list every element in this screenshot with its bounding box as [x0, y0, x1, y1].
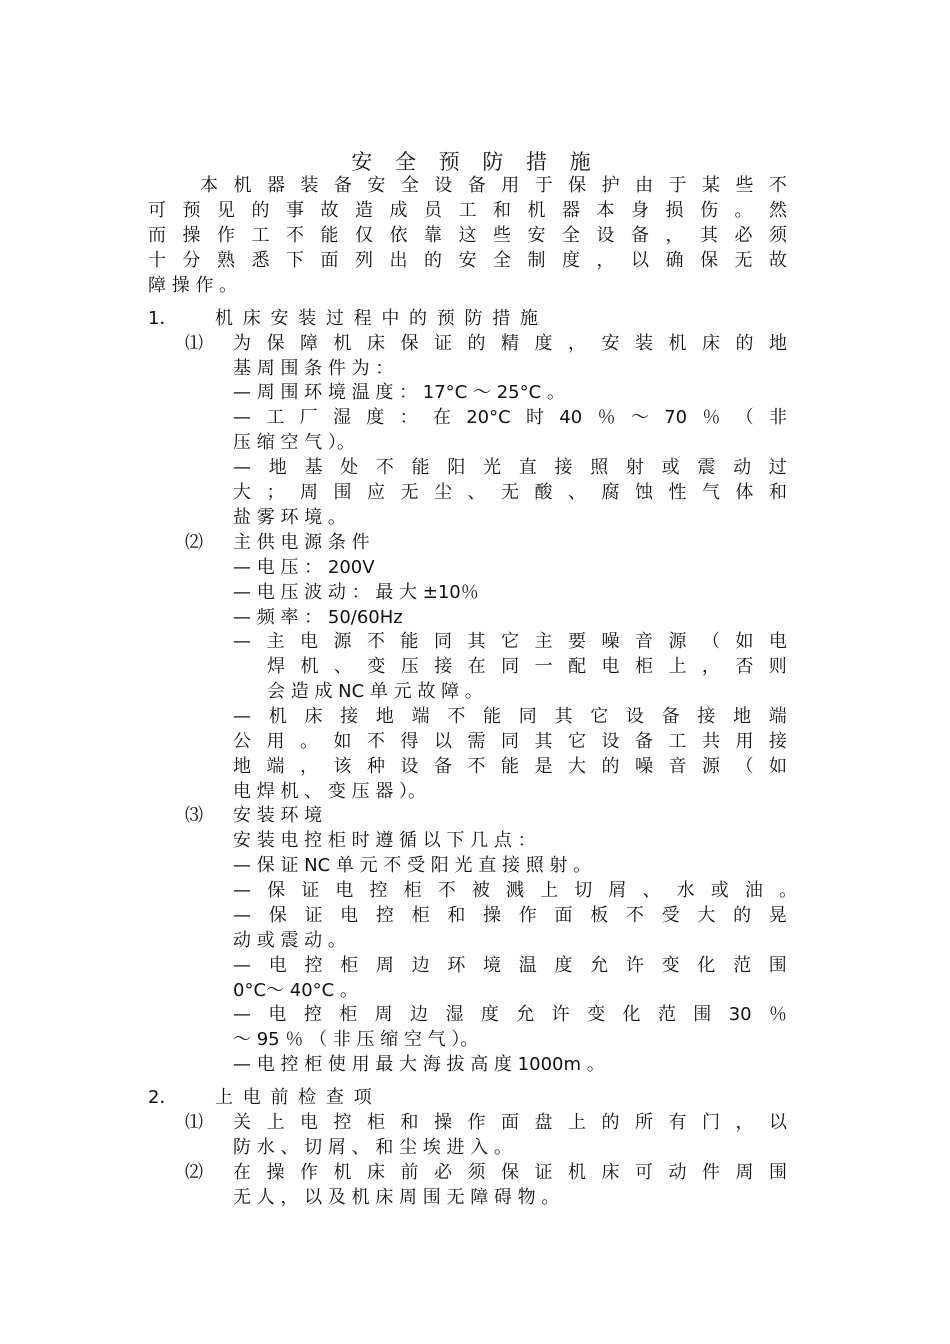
s1-item3-bullet-3-line-1: — 保 证 电 控 柜 和 操 作 面 板 不 受 大 的 晃 — [233, 905, 787, 926]
s1-item3-bullet-2: — 保 证 电 控 柜 不 被 溅 上 切 屑 、 水 或 油 。 — [233, 880, 797, 901]
s1-item1-line-1: 为 保 障 机 床 保 证 的 精 度 ， 安 装 机 床 的 地 — [233, 333, 787, 354]
intro-line-4: 十 分 熟 悉 下 面 列 出 的 安 全 制 度 ， 以 确 保 无 故 — [148, 250, 787, 271]
s2-item2-line-2: 无 人 ， 以 及 机 床 周 围 无 障 碍 物 。 — [233, 1187, 560, 1208]
s2-item2-line-1: 在 操 作 机 床 前 必 须 保 证 机 床 可 动 件 周 围 — [233, 1162, 787, 1183]
s1-item3-bullet-4-line-2: 0°C～ 40°C 。 — [233, 980, 358, 1001]
s1-item3-intro: 安 装 电 控 柜 时 遵 循 以 下 几 点 ： — [233, 830, 536, 851]
page-title: 安 全 预 防 措 施 — [351, 150, 599, 174]
s1-item1-line-2: 基 周 围 条 件 为 ： — [233, 358, 394, 379]
intro-line-3: 而 操 作 工 不 能 仅 依 靠 这 些 安 全 设 备 ， 其 必 须 — [148, 225, 787, 246]
s1-item3-bullet-5-line-2: ～ 95 ％ （ 非 压 缩 空 气 ）。 — [233, 1029, 479, 1050]
s2-item1-line-2: 防 水 、 切 屑 、 和 尘 埃 进 入 。 — [233, 1137, 512, 1158]
s1-item2-bullet-5-line-1: — 机 床 接 地 端 不 能 同 其 它 设 备 接 地 端 — [233, 706, 787, 727]
section2-heading: 上 电 前 检 查 项 — [215, 1087, 374, 1108]
s1-item2-bullet-4-line-2: 焊 机 、 变 压 接 在 同 一 配 电 柜 上 ， 否 则 — [267, 656, 787, 677]
s1-item2-bullet-1: — 电 压 ： 200V — [233, 557, 375, 578]
s1-item1-bullet-3-line-1: — 地 基 处 不 能 阳 光 直 接 照 射 或 震 动 过 — [233, 457, 787, 478]
s1-item2-bullet-3: — 频 率 ： 50/60Hz — [233, 607, 403, 628]
s2-item1-line-1: 关 上 电 控 柜 和 操 作 面 盘 上 的 所 有 门 ， 以 — [233, 1112, 787, 1133]
s2-item1-marker: ⑴ — [185, 1112, 203, 1133]
s1-item1-bullet-2-line-2: 压 缩 空 气 ）。 — [233, 432, 355, 453]
s1-item2-bullet-4-line-1: — 主 电 源 不 能 同 其 它 主 要 噪 音 源 （ 如 电 — [233, 631, 787, 652]
s1-item2-bullet-5-line-4: 电 焊 机 、 变 压 器 ）。 — [233, 781, 427, 802]
s1-item2-label: 主 供 电 源 条 件 — [233, 532, 370, 553]
intro-line-5: 障 操 作 。 — [148, 275, 238, 296]
s1-item3-bullet-1: — 保 证 NC 单 元 不 受 阳 光 直 接 照 射 。 — [233, 855, 592, 876]
section1-number: 1． — [148, 308, 178, 329]
s1-item1-marker: ⑴ — [185, 333, 203, 354]
s1-item1-bullet-2-line-1: — 工 厂 湿 度 ： 在 20°C 时 40 ％ ～ 70 ％ （ 非 — [233, 407, 787, 428]
intro-line-1: 本 机 器 装 备 安 全 设 备 用 于 保 护 由 于 某 些 不 — [200, 175, 787, 196]
s1-item2-bullet-5-line-3: 地 端 ， 该 种 设 备 不 能 是 大 的 噪 音 源 （ 如 — [233, 756, 787, 777]
s1-item1-bullet-3-line-3: 盐 雾 环 境 。 — [233, 507, 346, 528]
intro-line-2: 可 预 见 的 事 故 造 成 员 工 和 机 器 本 身 损 伤 。 然 — [148, 200, 787, 221]
s1-item3-bullet-3-line-2: 动 或 震 动 。 — [233, 930, 346, 951]
s1-item2-bullet-2: — 电 压 波 动 ： 最 大 ±10％ — [233, 582, 479, 603]
s1-item2-bullet-5-line-2: 公 用 。 如 不 得 以 需 同 其 它 设 备 工 共 用 接 — [233, 731, 787, 752]
s2-item2-marker: ⑵ — [185, 1162, 203, 1183]
section1-heading: 机 床 安 装 过 程 中 的 预 防 措 施 — [215, 308, 540, 329]
s1-item1-bullet-3-line-2: 大 ； 周 围 应 无 尘 、 无 酸 、 腐 蚀 性 气 体 和 — [233, 482, 787, 503]
s1-item3-bullet-4-line-1: — 电 控 柜 周 边 环 境 温 度 允 许 变 化 范 围 — [233, 955, 787, 976]
s1-item3-label: 安 装 环 境 — [233, 805, 323, 826]
s1-item3-bullet-5-line-1: — 电 控 柜 周 边 湿 度 允 许 变 化 范 围 30 ％ — [233, 1004, 787, 1025]
section2-number: 2． — [148, 1087, 178, 1108]
s1-item1-bullet-1: — 周 围 环 境 温 度 ： 17°C ～ 25°C 。 — [233, 382, 565, 403]
s1-item3-bullet-6: — 电 控 柜 使 用 最 大 海 拔 高 度 1000m 。 — [233, 1054, 605, 1075]
s1-item2-marker: ⑵ — [185, 532, 203, 553]
s1-item2-bullet-4-line-3: 会 造 成 NC 单 元 故 障 。 — [267, 681, 483, 702]
s1-item3-marker: ⑶ — [185, 805, 203, 826]
